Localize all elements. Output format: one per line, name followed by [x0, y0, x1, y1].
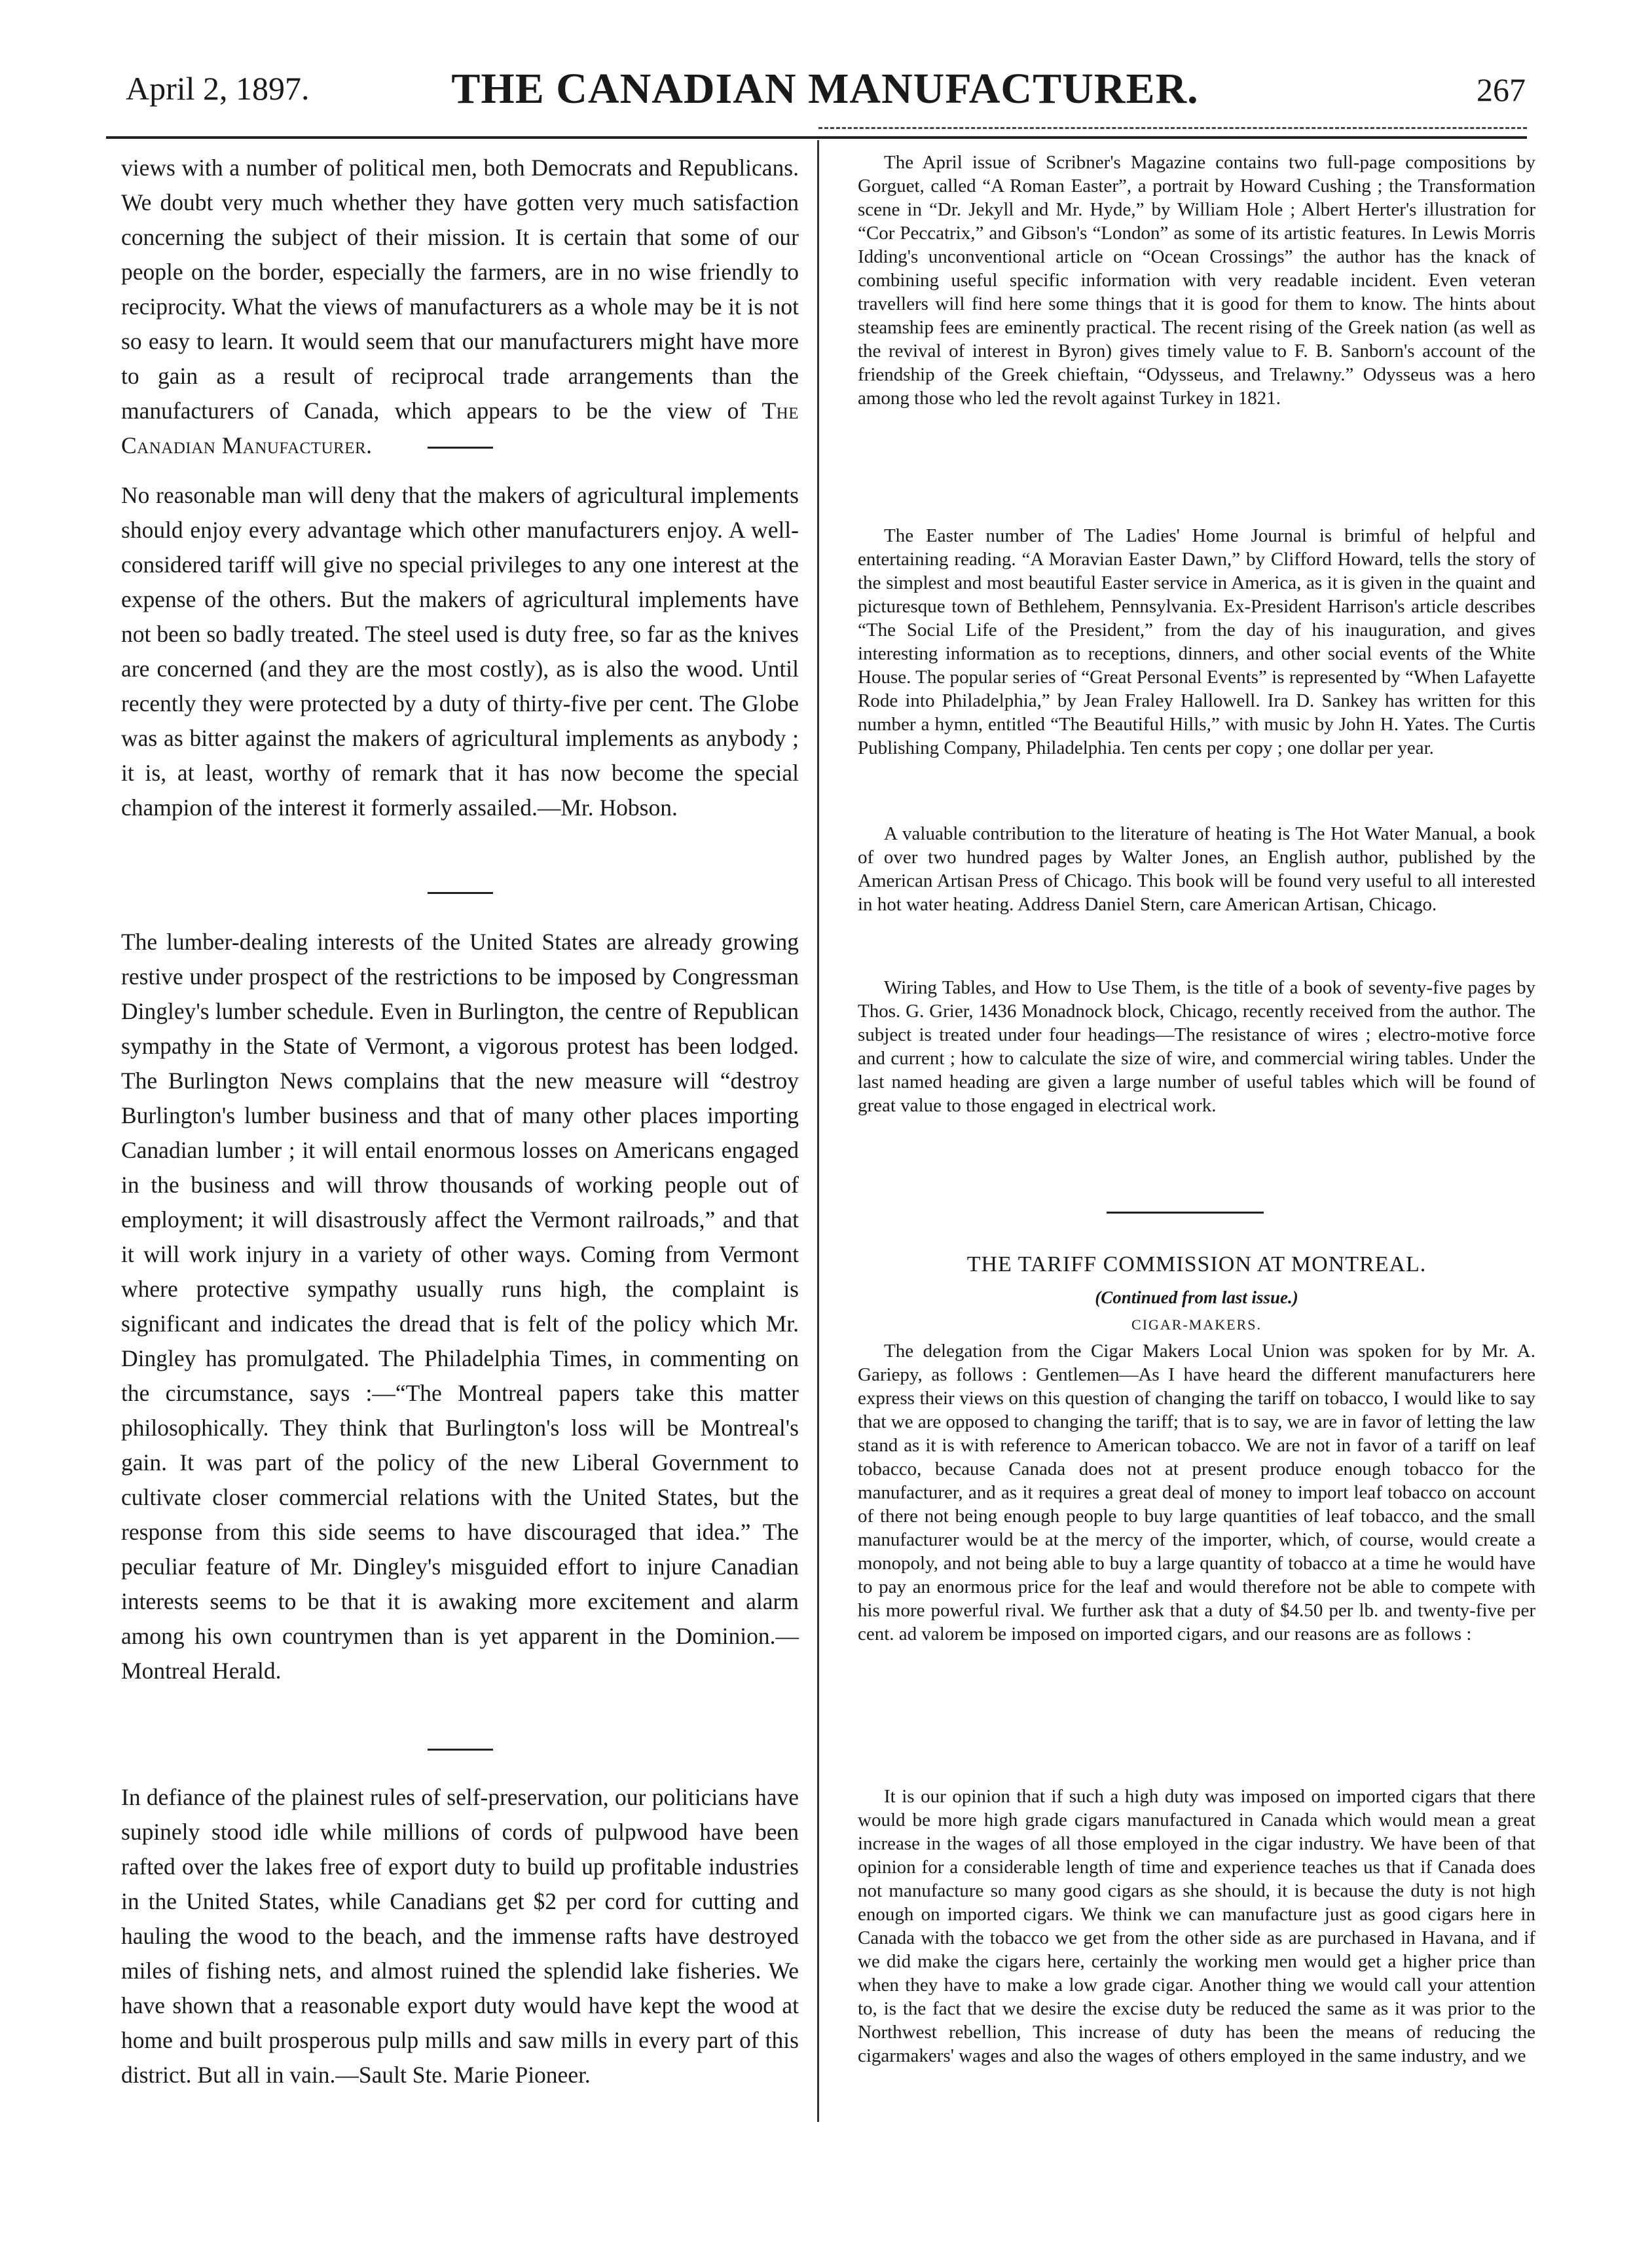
header-date: April 2, 1897.	[126, 70, 310, 107]
right-paragraph-6	[858, 1785, 1535, 2068]
section-subheading: CIGAR-MAKERS.	[1131, 1316, 1262, 1333]
left-paragraph-1-text	[121, 151, 799, 463]
left-p2-text: No reasonable man will deny that the makers of agricultural implements should enjoy every advantage which other manufacturers enjoy. A well-considered tariff will give no special privileges to any one interest at the expense of the others. But the makers of agricultural implements have not been so badly treated. The steel used is duty free, so far as the knives are concerned (and they are the most costly), as is also the wood. Until recently they were protected by a duty of thirty-five per cent. The Globe was as bitter against the makers of agricultural implements as anybody ; it is, at least, worthy of remark that it has now become the special champion of the interest it formerly assailed.—Mr. Hobson.	[121, 482, 799, 821]
right-p4-text: Wiring Tables, and How to Use Them, is the title of a book of seventy-five pages by Thos. G. Grier, 1436 Monadnock block, Chicago, recently received from the author. The subject is treated under four headings—The resistance of wires ; electro-motive force and current ; how to calculate the size of wire, and commercial wiring tables. Under the last named heading are given a large number of useful tables which will be found of great value to those engaged in electrical work.	[858, 977, 1535, 1116]
journal-name: The Canadian Manufacturer.	[121, 398, 799, 458]
right-p3-text: A valuable contribution to the literature of heating is The Hot Water Manual, a book of over two hundred pages by Walter Jones, an English author, published by the American Artisan Press of Chicago. This book will be found very useful to all interested in hot water heating. Address Daniel Stern, care American Artisan, Chicago.	[858, 823, 1535, 915]
section-note: (Continued from last issue.)	[1095, 1288, 1298, 1307]
left-p1-body: views with a number of political men, both Democrats and Republicans. We doubt very much whether they have gotten very much satisfaction concerning the subject of their mission. It is certain that some of our people on the border, especially the farmers, are in no wise friendly to reciprocity. What the views of manufacturers as a whole may be it is not so easy to learn. It would seem that our manufacturers might have more to gain as a result of reciprocal trade arrangements than the manufacturers of Canada, which appears to be the view of	[121, 155, 799, 424]
header-dashed-rule	[818, 127, 1527, 129]
right-p2-text: The Easter number of The Ladies' Home Journal is brimful of helpful and entertaining reading. “A Moravian Easter Dawn,” by Clifford Howard, tells the story of the simplest and most beautiful Easter service in America, as it is given in the quaint and picturesque town of Bethlehem, Pennsylvania. Ex-President Harrison's article describes “The Social Life of the President,” from the day of his inauguration, and gives interesting information as to receptions, dinners, and other social events of the White House. The popular series of “Great Personal Events” is represented by “When Lafayette Rode into Philadelphia,” by Jean Fraley Hallowell. Ira D. Sankey has written for this number a hymn, entitled “The Beautiful Hills,” with music by John H. Yates. The Curtis Publishing Company, Philadelphia. Ten cents per copy ; one dollar per year.	[858, 525, 1535, 758]
right-paragraph-4	[858, 976, 1535, 1117]
column-divider	[817, 140, 819, 2122]
right-p5-text: The delegation from the Cigar Makers Local Union was spoken for by Mr. A. Gariepy, as follows : Gentlemen—As I have heard the different manufacturers here express their views on this question of changing the tariff on tobacco, I would like to say that we are opposed to changing the tariff; that is to say, we are in favor of letting the law stand as it is with reference to American tobacco. We are not in favor of a tariff on leaf tobacco, because Canada does not at present produce enough tobacco for the manufacturer, and as it requires a great deal of money to import leaf tobacco on account of there not being enough people to buy large quantities of leaf tobacco, and the small manufacturer would be at the mercy of the importer, which, of course, would create a monopoly, and not being able to buy a large quantity of tobacco at a time he would have to pay an enormous price for the leaf and would therefore not be able to compete with his more powerful rival. We further ask that a duty of $4.50 per lb. and twenty-five per cent. ad valorem be imposed on imported cigars, and our reasons are as follows :	[858, 1341, 1535, 1645]
header-rule	[106, 136, 1527, 139]
separator-rule-3	[428, 1749, 493, 1751]
right-paragraph-1	[858, 151, 1535, 410]
right-p1-text: The April issue of Scribner's Magazine contains two full-page compositions by Gorguet, called “A Roman Easter”, a portrait by Howard Cushing ; the Transformation scene in “Dr. Jekyll and Mr. Hyde,” by William Hole ; Albert Herter's illustration for “Cor Peccatrix,” and Gibson's “London” as some of its artistic features. In Lewis Morris Idding's unconventional article on “Ocean Crossings” the author has the knack of combining useful specific information with very readable incident. Even veteran travellers will find here some things that it is good for them to know. The hints about steamship fees are eminently practical. The recent rising of the Greek nation (as well as the revival of interest in Byron) gives timely value to F. B. Sanborn's account of the friendship of the Greek chieftain, “Odysseus, and Trelawny.” Odysseus was a hero among those who led the revolt against Turkey in 1821.	[858, 152, 1535, 409]
section-title: THE TARIFF COMMISSION AT MONTREAL.	[966, 1252, 1427, 1276]
header-title: THE CANADIAN MANUFACTURER.	[451, 65, 1199, 113]
page-header	[85, 64, 1565, 123]
right-paragraph-2	[858, 524, 1535, 760]
right-paragraph-5	[858, 1339, 1535, 1646]
separator-rule-1	[428, 447, 493, 449]
left-paragraph-3	[121, 925, 799, 1688]
left-paragraph-2	[121, 478, 799, 825]
separator-rule-right	[1107, 1212, 1264, 1214]
right-p6-text: It is our opinion that if such a high duty was imposed on imported cigars that there would be more high grade cigars manufactured in Canada which would mean a great increase in the wages of all those employed in the cigar industry. We have been of that opinion for a considerable length of time and experience teaches us that if Canada does not manufacture so many good cigars as she should, it is because the duty is not high enough on imported cigars. We think we can manufacture just as good cigars here in Canada with the tobacco we get from the other side as are purchased in Havana, and if we did make the cigars here, certainly the working men would get a higher price than when they have to make a low grade cigar. Another thing we would call your attention to, is the fact that we desire the excise duty be reduced the same as it was prior to the Northwest rebellion, This increase of duty has been the means of reducing the cigarmakers' wages and also the wages of others employed in the same industry, and we	[858, 1786, 1535, 2066]
left-p3-text: The lumber-dealing interests of the United States are already growing restive under prospect of the restrictions to be imposed by Congressman Dingley's lumber schedule. Even in Burlington, the centre of Republican sympathy in the State of Vermont, a vigorous protest has been lodged. The Burlington News complains that the new measure will “destroy Burlington's lumber business and that of many other places importing Canadian lumber ; it will entail enormous losses on Americans engaged in the business and will throw thousands of working people out of employment; it will disastrously affect the Vermont railroads,” and that it will work injury in a variety of other ways. Coming from Vermont where protective sympathy usually runs high, the complaint is significant and indicates the dread that is felt of the policy which Mr. Dingley has promulgated. The Philadelphia Times, in commenting on the circumstance, says :—“The Montreal papers take this matter philosophically. They think that Burlington's loss will be Montreal's gain. It was part of the policy of the new Liberal Government to cultivate closer commercial relations with the United States, but the response from this side seems to have discouraged that idea.” The peculiar feature of Mr. Dingley's misguided effort to injure Canadian interests seems to be that it is awaking more excitement and alarm among his own countrymen than is yet apparent in the Dominion.—Montreal Herald.	[121, 929, 799, 1684]
header-page-number: 267	[1477, 71, 1526, 108]
left-paragraph-1	[121, 151, 799, 463]
left-p4-text: In defiance of the plainest rules of self-preservation, our politicians have supinely stood idle while millions of cords of pulpwood have been rafted over the lakes free of export duty to build up profitable industries in the United States, while Canadians get $2 per cord for cutting and hauling the wood to the beach, and the immense rafts have destroyed miles of fishing nets, and almost ruined the splendid lake fisheries. We have shown that a reasonable export duty would have kept the wood at home and built prosperous pulp mills and saw mills in every part of this district. But all in vain.—Sault Ste. Marie Pioneer.	[121, 1784, 799, 2088]
left-paragraph-4	[121, 1780, 799, 2092]
right-paragraph-3	[858, 822, 1535, 916]
separator-rule-2	[428, 892, 493, 894]
